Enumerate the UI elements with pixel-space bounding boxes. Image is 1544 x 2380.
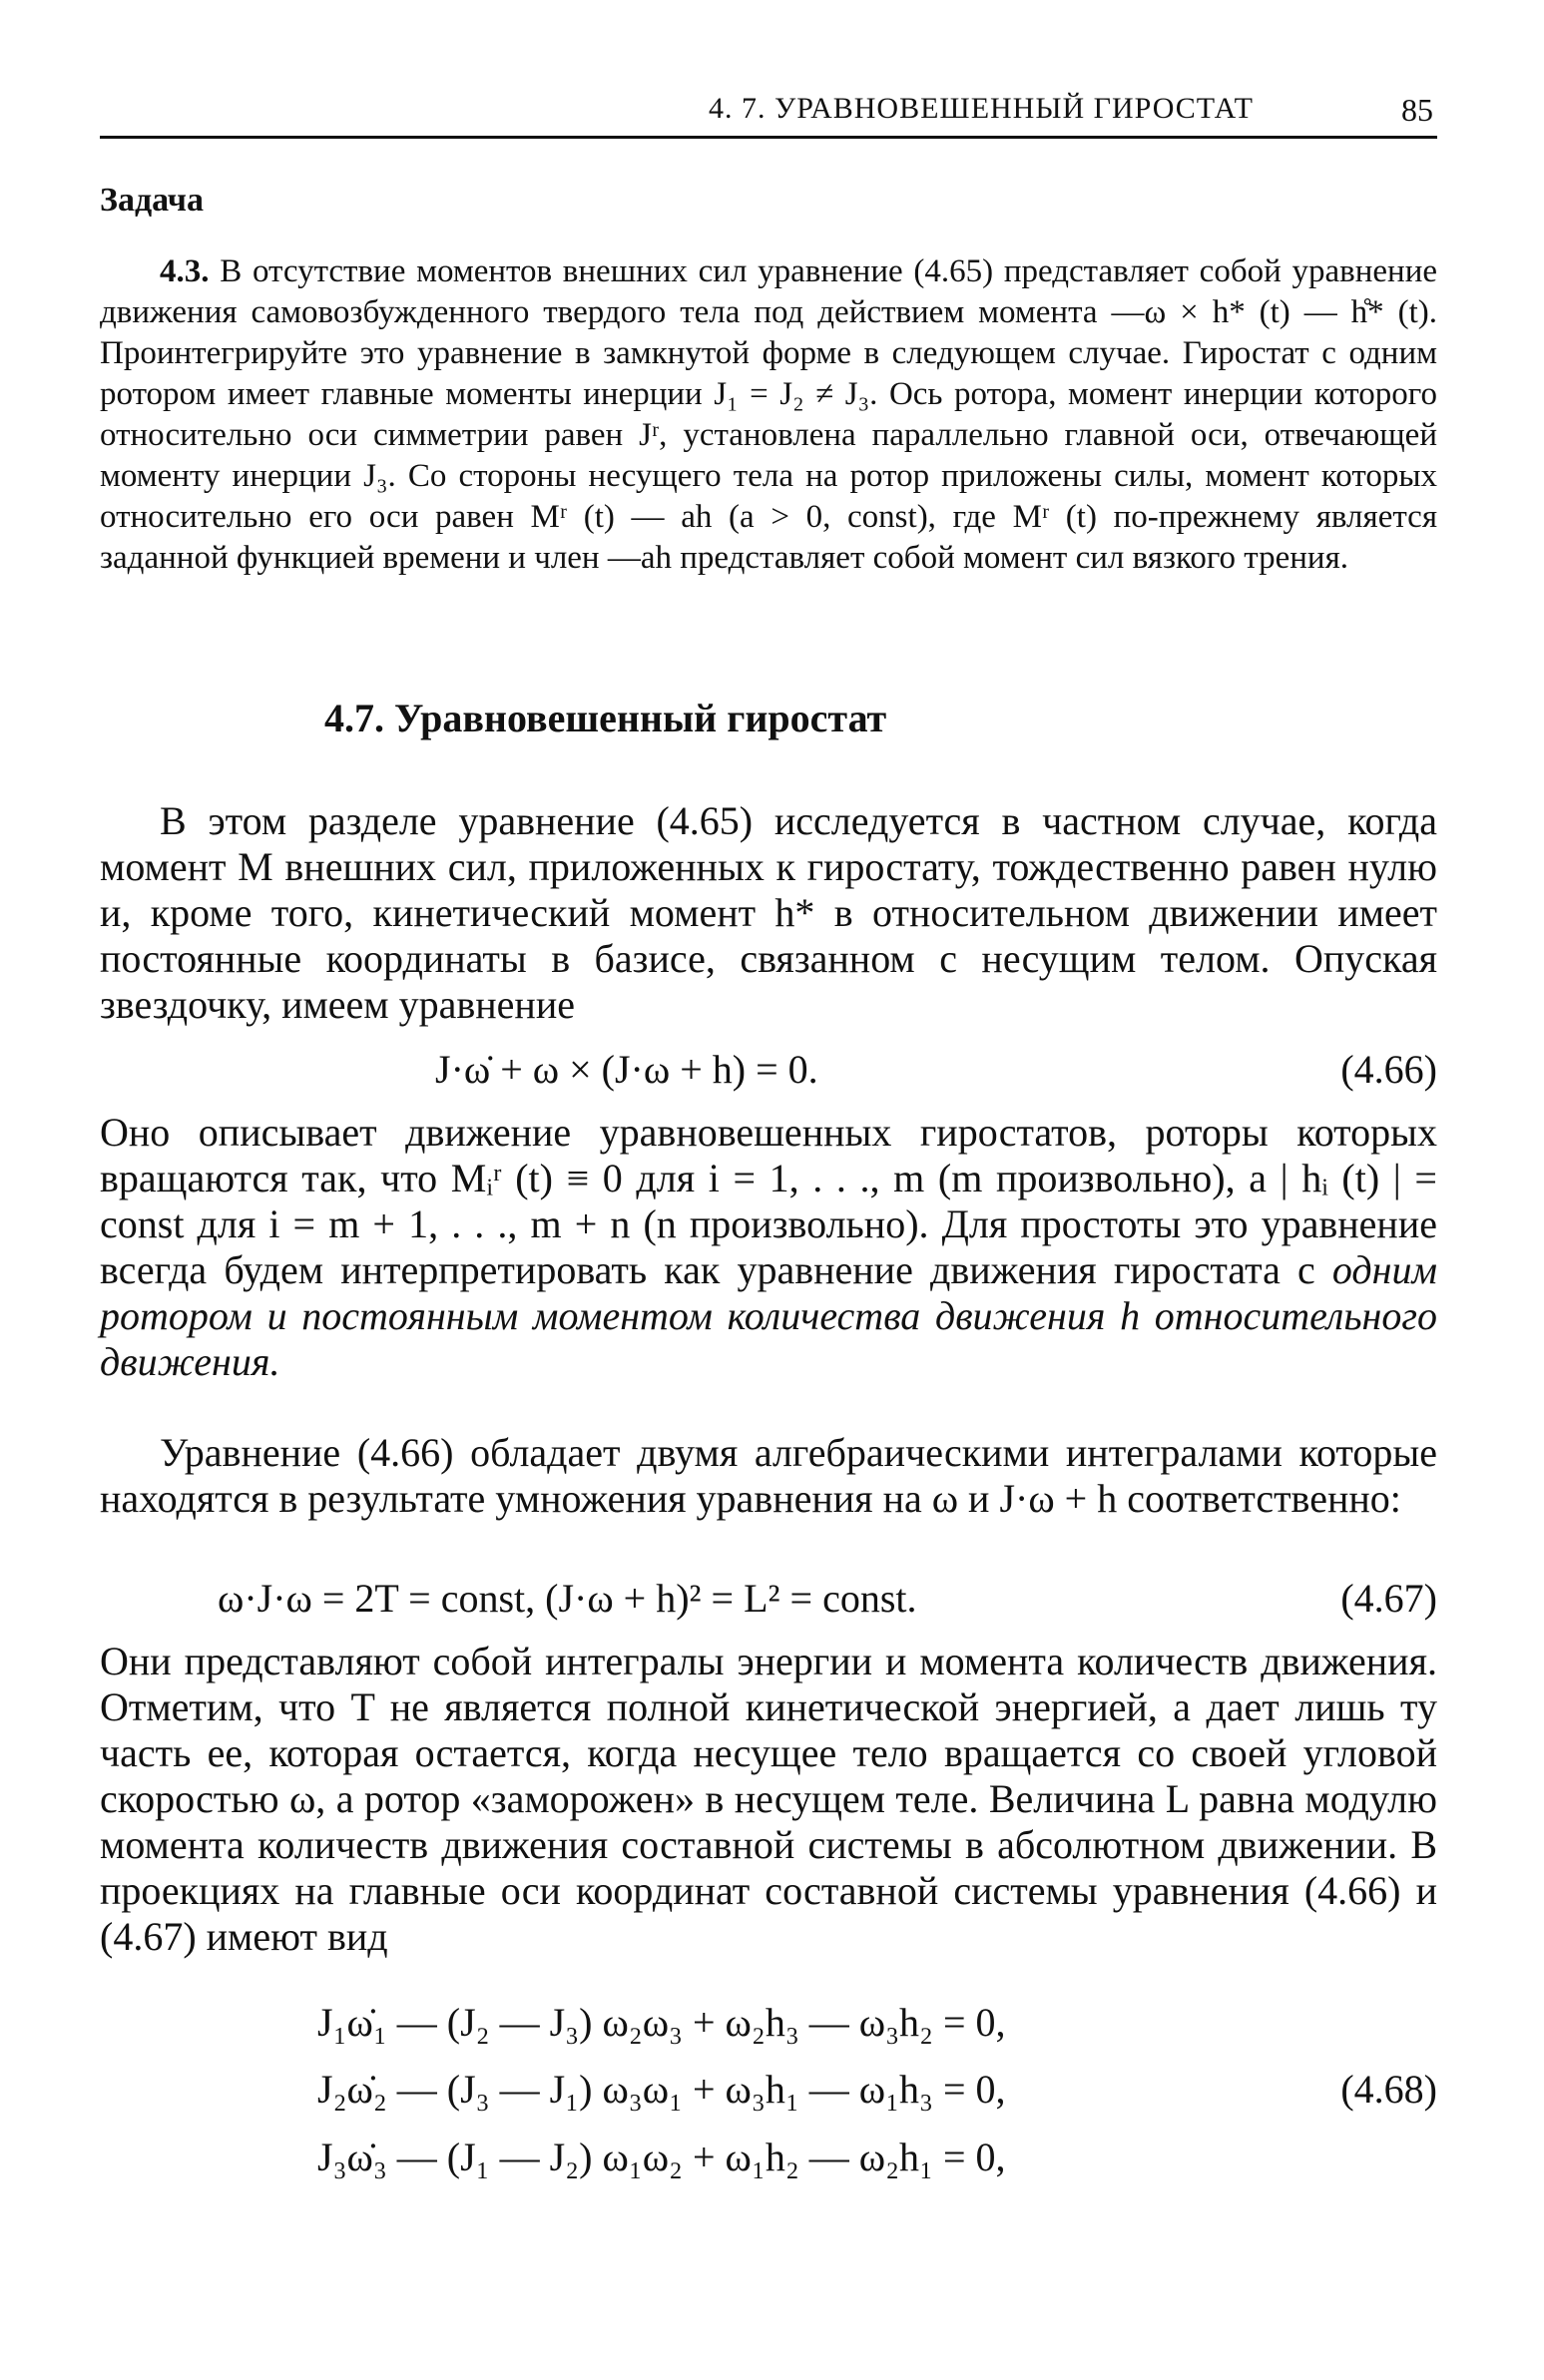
paragraph-4: Они представляют собой интегралы энергии и момента количеств движения. Отметим, что T не является полной кинетической энергией, а дает лишь ту часть ее, которая остается, когда несущее тело вращается со своей угловой скоростью ω, а ротор «заморожен» в несущем теле. Величина L равна модулю момента количеств движения составной системы в абсолютном движении. В проекциях на главные оси координат составной системы уравнения (4.66) и (4.67) имеют вид — [100, 1639, 1437, 1959]
equation-4-68-number: (4.68) — [1340, 2067, 1437, 2112]
equation-4-67-number: (4.67) — [1340, 1576, 1437, 1621]
equation-4-66: J·ω̇ + ω × (J·ω + h) = 0. — [435, 1047, 818, 1092]
section-heading: 4.7. Уравновешенный гиростат — [324, 696, 887, 740]
paragraph-2-text: Оно описывает движение уравновешенных гиростатов, роторы которых вращаются так, что Mᵢʳ (t) ≡ 0 для i = 1, . . ., m (m произвольно), а | hᵢ (t) | = const для i = m + 1, . . ., m + n (n произвольно). Для простоты это уравнение всегда будем интерпретировать как уравнение движения гиростата с — [100, 1110, 1437, 1292]
problem-text — [100, 251, 1437, 579]
problem-heading: Задача — [100, 182, 204, 219]
paragraph-1: В этом разделе уравнение (4.65) исследуется в частном случае, когда момент M внешних сил, приложенных к гиростату, тождественно равен нулю и, кроме того, кинетический момент h* в относительном движении имеет постоянные координаты в базисе, связанном с несущим телом. Опуская звездочку, имеем уравнение — [100, 798, 1437, 1027]
page-number: 85 — [1401, 92, 1433, 128]
equation-4-68-line-2: J₂ω̇₂ — (J₃ — J₁) ω₃ω₁ + ω₃h₁ — ω₁h₃ = 0, — [317, 2067, 1006, 2112]
problem-number: 4.3. — [160, 253, 210, 289]
paragraph-2 — [100, 1110, 1437, 1385]
equation-4-67: ω·J·ω = 2T = const, (J·ω + h)² = L² = const. — [218, 1576, 917, 1621]
paragraph-3: Уравнение (4.66) обладает двумя алгебраическими интегралами которые находятся в результате умножения уравнения на ω и J·ω + h соответственно: — [100, 1430, 1437, 1521]
equation-4-68-line-1: J₁ω̇₁ — (J₂ — J₃) ω₂ω₃ + ω₂h₃ — ω₃h₂ = 0, — [317, 2000, 1006, 2045]
paragraph-2-italic: одним ротором и постоянным моментом количества движения h относительного движения. — [100, 1247, 1437, 1384]
equation-4-68-line-3: J₃ω̇₃ — (J₁ — J₂) ω₁ω₂ + ω₁h₂ — ω₂h₁ = 0, — [317, 2135, 1006, 2179]
equation-4-66-number: (4.66) — [1340, 1047, 1437, 1092]
running-head-title: 4. 7. УРАВНОВЕШЕННЫЙ ГИРОСТАТ — [709, 92, 1254, 125]
problem-body: В отсутствие моментов внешних сил уравнение (4.65) представляет собой уравнение движения самовозбужденного твердого тела под действием момента —ω × h* (t) — h̊* (t). Проинтегрируйте это уравнение в замкнутой форме в следующем случае. Гиростат с одним ротором имеет главные моменты инерции J₁ = J₂ ≠ J₃. Ось ротора, момент инерции которого относительно оси симметрии равен Jʳ, установлена параллельно главной оси, отвечающей моменту инерции J₃. Со стороны несущего тела на ротор приложены силы, момент которых относительно его оси равен Mʳ (t) — ah (a > 0, const), где Mʳ (t) по-прежнему является заданной функцией времени и член —ah представляет собой момент сил вязкого трения. — [100, 253, 1438, 576]
running-head — [100, 92, 1437, 139]
